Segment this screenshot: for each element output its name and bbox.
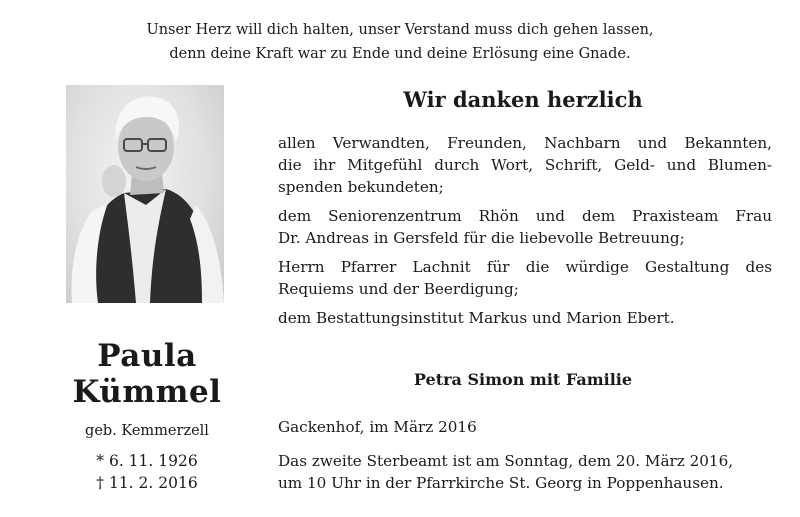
portrait-photo bbox=[66, 85, 224, 303]
first-name: Paula bbox=[97, 338, 197, 374]
deceased-name bbox=[52, 338, 242, 410]
thanks-line: dem Bestattungsinstitut Markus und Marion Ebert. bbox=[278, 309, 675, 327]
thanks-line: die ihr Mitgefühl durch Wort, Schrift, Geld- und Blumen- bbox=[278, 156, 772, 174]
motto-line-1: Unser Herz will dich halten, unser Verstand muss dich gehen lassen, bbox=[146, 22, 654, 38]
thanks-paragraph-relatives bbox=[278, 132, 772, 198]
service-line-1: Das zweite Sterbeamt ist am Sonntag, dem 20. März 2016, bbox=[278, 452, 734, 470]
thanks-paragraph-pastor bbox=[278, 256, 772, 300]
motto-line-2: denn deine Kraft war zu Ende und deine Erlösung eine Gnade. bbox=[169, 46, 631, 62]
maiden-name: geb. Kemmerzell bbox=[85, 423, 209, 439]
thanks-paragraph-funeral-home bbox=[278, 307, 772, 329]
motto bbox=[0, 18, 800, 66]
place-date: Gackenhof, im März 2016 bbox=[278, 418, 477, 436]
thanks-line: Dr. Andreas in Gersfeld für die liebevolle Betreuung; bbox=[278, 229, 685, 247]
thanks-line: Herrn Pfarrer Lachnit für die würdige Gestaltung des bbox=[278, 258, 772, 276]
thanks-heading: Wir danken herzlich bbox=[403, 87, 643, 112]
thanks-line: spenden bekundeten; bbox=[278, 178, 444, 196]
memorial-service-notice bbox=[278, 450, 772, 494]
death-date: † 11. 2. 2016 bbox=[96, 474, 198, 492]
thanks-line: dem Seniorenzentrum Rhön und dem Praxisteam Frau bbox=[278, 207, 772, 225]
service-line-2: um 10 Uhr in der Pfarrkirche St. Georg in Poppenhausen. bbox=[278, 474, 724, 492]
signature: Petra Simon mit Familie bbox=[413, 370, 633, 389]
last-name: Kümmel bbox=[72, 374, 222, 410]
thanks-line: allen Verwandten, Freunden, Nachbarn und Bekannten, bbox=[278, 134, 772, 152]
life-dates bbox=[52, 450, 242, 494]
thanks-line: Requiems und der Beerdigung; bbox=[278, 280, 519, 298]
thanks-paragraph-care bbox=[278, 205, 772, 249]
portrait-illustration bbox=[66, 85, 224, 303]
thanks-list bbox=[278, 132, 772, 336]
birth-date: * 6. 11. 1926 bbox=[96, 452, 198, 470]
